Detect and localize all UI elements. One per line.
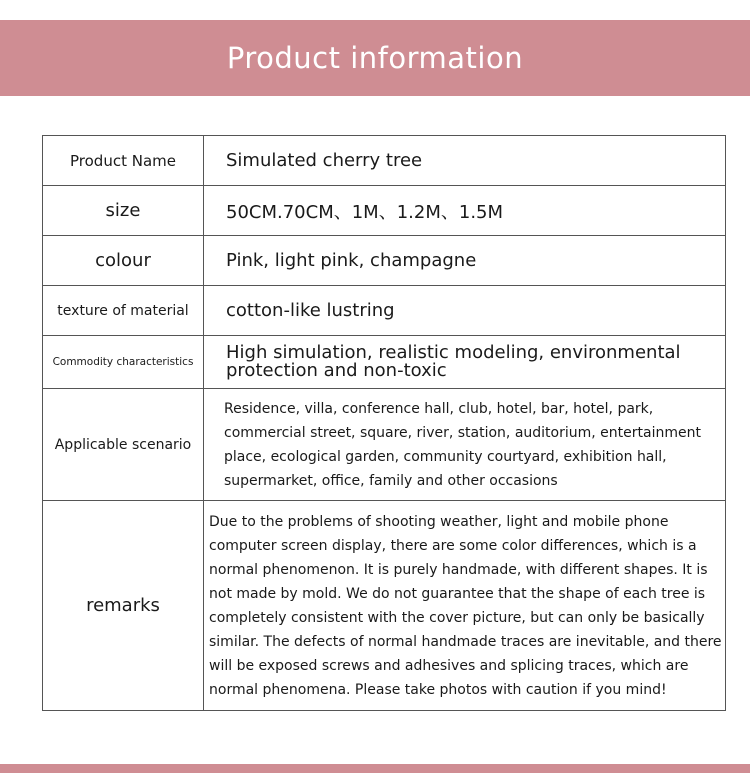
row-label: colour — [43, 236, 204, 286]
footer-bar — [0, 764, 750, 773]
page-title: Product information — [226, 41, 524, 75]
row-label: remarks — [43, 501, 204, 711]
row-value: Residence, villa, conference hall, club, hotel, bar, hotel, park, commercial street, square, river, station, auditorium, entertainment place, ecological garden, community courtyard, exhibition hall, supermarket, office, family and other occasions — [204, 389, 726, 501]
row-label: size — [43, 186, 204, 236]
row-value: Simulated cherry tree — [204, 136, 726, 186]
row-value: 50CM.70CM、1M、1.2M、1.5M — [204, 186, 726, 236]
row-label: texture of material — [43, 286, 204, 336]
table-row — [43, 236, 726, 286]
row-value: cotton-like lustring — [204, 286, 726, 336]
row-label: Commodity characteristics — [43, 336, 204, 389]
table-row — [43, 501, 726, 711]
row-value: Pink, light pink, champagne — [204, 236, 726, 286]
table-row — [43, 186, 726, 236]
table-row — [43, 286, 726, 336]
table-row — [43, 136, 726, 186]
product-info-table — [42, 135, 726, 711]
header-banner — [0, 20, 750, 96]
row-value: Due to the problems of shooting weather, light and mobile phone computer screen display, there are some color differences, which is a normal phenomenon. It is purely handmade, with different shapes. It is not made by mold. We do not guarantee that the shape of each tree is completely consistent with the cover picture, but can only be basically similar. The defects of normal handmade traces are inevitable, and there will be exposed screws and adhesives and splicing traces, which are normal phenomena. Please take photos with caution if you mind! — [204, 501, 726, 711]
table-row — [43, 389, 726, 501]
row-label: Product Name — [43, 136, 204, 186]
row-label: Applicable scenario — [43, 389, 204, 501]
table-row — [43, 336, 726, 389]
row-value: High simulation, realistic modeling, environmental protection and non-toxic — [204, 336, 726, 389]
